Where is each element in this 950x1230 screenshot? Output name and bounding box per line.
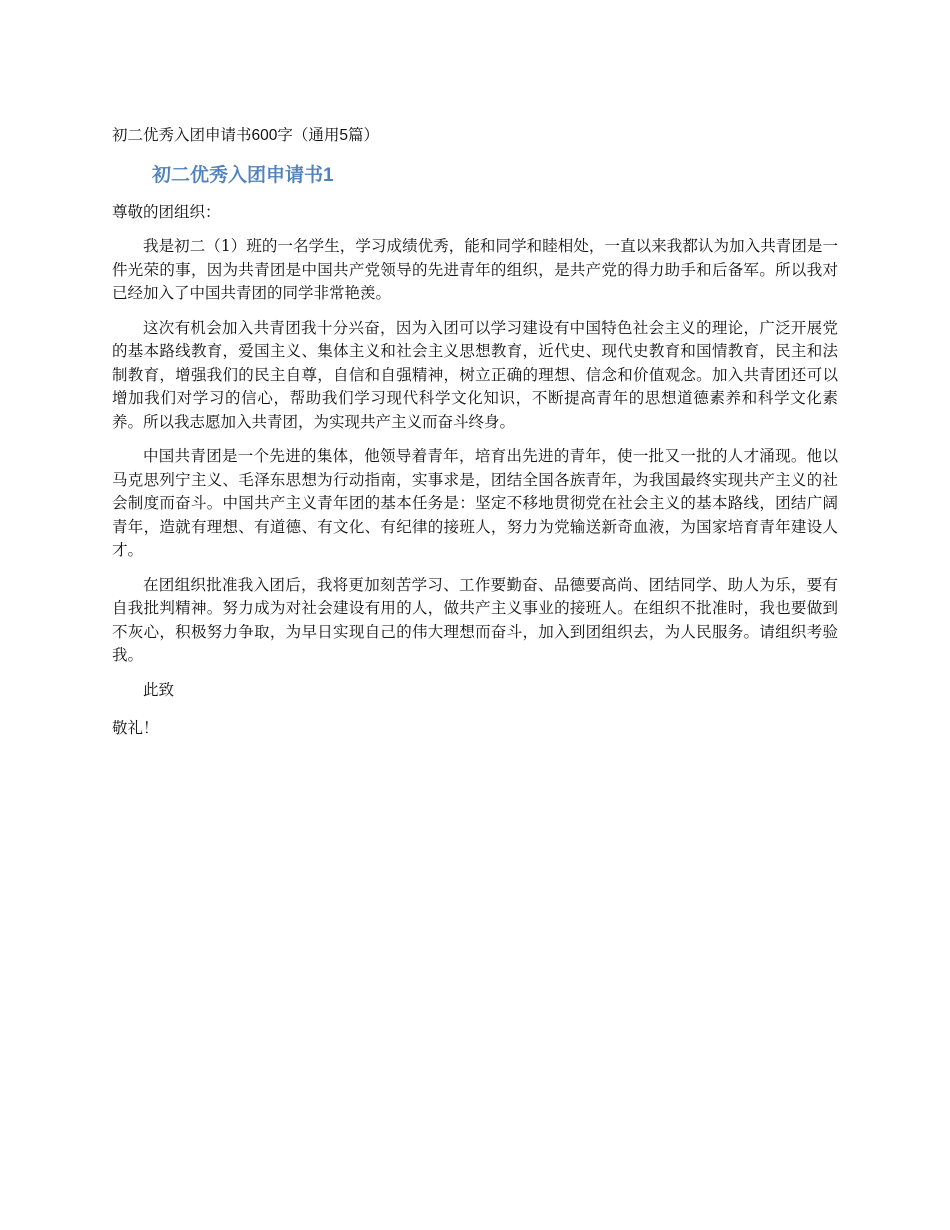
closing-line: 此致 [143,680,175,699]
body-paragraph-3: 中国共青团是一个先进的集体，他领导着青年，培育出先进的青年，使一批又一批的人才涌现。他以马克思列宁主义、毛泽东思想为行动指南，实事求是，团结全国各族青年，为我国最终实现共产主义的社会制度而奋斗。中国共产主义青年团的基本任务是：坚定不移地贯彻党在社会主义的基本路线，团结广阔青年，造就有理想、有道德、有文化、有纪律的接班人，努力为党输送新奇血液，为国家培育青年建设人才。 [112,447,838,559]
body-paragraph-1: 我是初二（1）班的一名学生，学习成绩优秀，能和同学和睦相处，一直以来我都认为加入共青团是一件光荣的事，因为共青团是中国共产党领导的先进青年的组织，是共产党的得力助手和后备军。所以我对已经加入了中国共青团的同学非常艳羡。 [112,237,838,302]
section-heading: 初二优秀入团申请书1 [152,165,334,186]
body-paragraph-4: 在团组织批准我入团后，我将更加刻苦学习、工作要勤奋、品德要高尚、团结同学、助人为乐，要有自我批判精神。努力成为对社会建设有用的人，做共产主义事业的接班人。在组织不批准时，我也要做到不灰心，积极努力争取，为早日实现自己的伟大理想而奋斗，加入到团组织去，为人民服务。请组织考验我。 [112,575,838,664]
regards-line: 敬礼！ [112,718,159,737]
document-title: 初二优秀入团申请书600字（通用5篇） [112,127,379,144]
salutation: 尊敬的团组织： [112,203,221,221]
body-paragraph-2: 这次有机会加入共青团我十分兴奋，因为入团可以学习建设有中国特色社会主义的理论，广泛开展党的基本路线教育，爱国主义、集体主义和社会主义思想教育，近代史、现代史教育和国情教育，民主和法制教育，增强我们的民主自尊，自信和自强精神，树立正确的理想、信念和价值观念。加入共青团还可以增加我们对学习的信心，帮助我们学习现代科学文化知识，不断提高青年的思想道德素养和科学文化素养。所以我志愿加入共青团，为实现共产主义而奋斗终身。 [112,318,838,431]
